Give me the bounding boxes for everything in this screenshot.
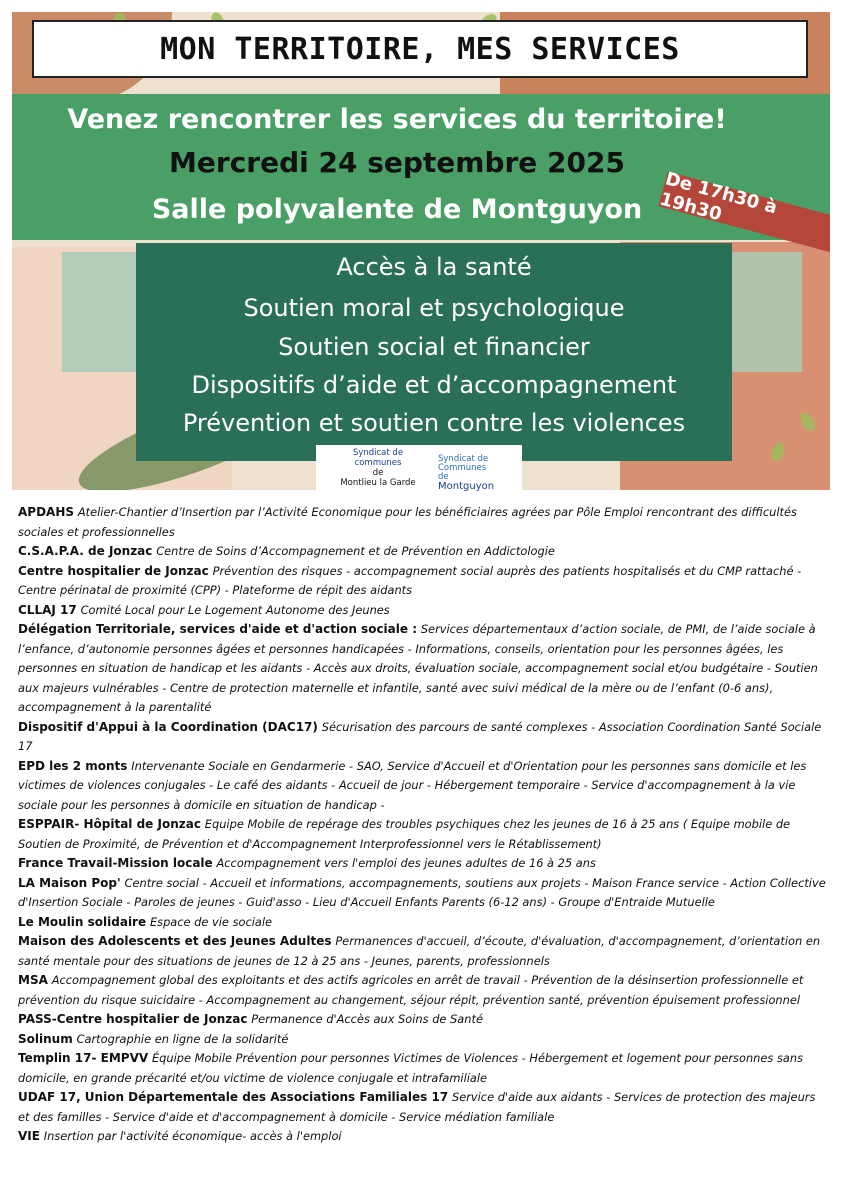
entry-name: France Travail-Mission locale [18,856,213,870]
entry-name: VIE [18,1129,40,1143]
entry-description: Atelier-Chantier d’Insertion par l’Activité Economique pour les bénéficiaires agrées par Pôle Emploi rencontrant des difficultés sociales et professionnelles [18,505,797,539]
entry-description: Services départementaux d’action sociale, de PMI, de l’aide sociale à l’enfance, d’autonomie personnes âgées et personnes handicapées - Informations, conseils, orientation pour les personnes âgées, les personnes en situation de handicap et les aidants - Accès aux droits, évaluation sociale, accompagnement social et/ou budgétaire - Soutien aux majeurs vulnérables - Centre de protection maternelle et infantile, santé avec suivi médical de la mère ou de l’enfant (0-6 ans), accompagnement à la parentalité [18,622,818,714]
directory-entry [18,1049,828,1088]
entry-description: Équipe Mobile Prévention pour personnes Victimes de Violences - Hébergement et logement pour personnes sans domicile, en grande précarité et/ou victime de violence conjugale et intrafamiliale [18,1051,804,1085]
entry-description: Comité Local pour Le Logement Autonome des Jeunes [80,602,390,617]
services-directory [18,503,828,1147]
header-banner [12,12,830,490]
directory-entry [18,718,828,757]
service-item: Soutien social et financier [278,333,590,361]
entry-description: Centre de Soins d’Accompagnement et de Prévention en Addictologie [156,544,555,558]
headline: Venez rencontrer les services du territoire! [67,104,727,135]
entry-name: Dispositif d'Appui à la Coordination (DAC17) [18,719,318,734]
directory-entry [18,601,828,621]
entry-name: UDAF 17, Union Départementale des Associations Familiales 17 [18,1090,449,1104]
entry-description: Permanences d'accueil, d’écoute, d'évaluation, d'accompagnement, d’orientation en santé mentale pour des situations de jeunes de 12 à 25 ans - Jeunes, parents, professionnels [18,934,821,968]
entry-name: PASS-Centre hospitalier de Jonzac [18,1012,248,1026]
directory-entry [18,620,828,718]
entry-name: Maison des Adolescents et des Jeunes Adultes [18,934,332,948]
entry-description: Accompagnement vers l'emploi des jeunes adultes de 16 à 25 ans [216,856,596,870]
entry-description: Cartographie en ligne de la solidarité [76,1031,289,1046]
entry-description: Service d'aide aux aidants - Services de protection des majeurs et des familles - Service d'aide et d'accompagnement à domicile - Service médiation familiale [18,1090,816,1124]
entry-description: Sécurisation des parcours de santé complexes - Association Coordination Santé Sociale 17 [18,719,822,753]
directory-entry [18,503,828,542]
directory-entry [18,757,828,816]
directory-entry [18,874,828,913]
entry-description: Equipe Mobile de repérage des troubles psychiques chez les jeunes de 16 à 25 ans ( Equipe mobile de Soutien de Proximité, de Prévention et d'Accompagnement Interprofessionnel vers le Rétablissement) [18,817,791,851]
directory-entry [18,1010,828,1030]
entry-name: Centre hospitalier de Jonzac [18,563,209,578]
directory-entry [18,1088,828,1127]
logo-text: Syndicat de [438,454,489,464]
entry-name: CLLAJ 17 [18,602,77,617]
directory-entry [18,913,828,933]
event-date: Mercredi 24 septembre 2025 [169,146,625,179]
entry-name: Délégation Territoriale, services d'aide et d'action sociale : [18,622,417,636]
entry-name: Solinum [18,1031,73,1046]
entry-name: Templin 17- EMPVV [18,1051,149,1065]
directory-entry [18,932,828,971]
service-item: Accès à la santé [336,253,532,281]
entry-name: Le Moulin solidaire [18,914,147,929]
logo-montguyon [438,455,518,491]
directory-entry [18,562,828,601]
entry-description: Accompagnement global des exploitants et des actifs agricoles en arrêt de travail - Prévention de la désinsertion professionnelle et prévention du risque suicidaire - Accompagnement au changement, séjour répit, prévention santé, prévention épuisement professionnel [18,973,804,1007]
logo-text: Syndicat de [352,448,404,458]
logo-text: Communes [438,463,487,473]
entry-name: EPD les 2 monts [18,758,128,773]
directory-entry [18,854,828,874]
entry-name: LA Maison Pop' [18,875,121,890]
service-item: Soutien moral et psychologique [243,294,625,322]
logo-montlieu [330,448,426,488]
directory-entry [18,1030,828,1050]
entry-name: APDAHS [18,505,75,519]
entry-name: MSA [18,973,48,987]
entry-description: Permanence d'Accès aux Soins de Santé [251,1012,483,1026]
services-box [136,243,732,461]
entry-description: Prévention des risques - accompagnement social auprès des patients hospitalisés et du CMP rattaché - Centre périnatal de proximité (CPP) - Plateforme de répit des aidants [18,563,802,597]
logo-text: de [438,472,449,482]
directory-entry [18,1127,828,1147]
service-item: Dispositifs d’aide et d’accompagnement [191,371,677,399]
entry-name: ESPPAIR- Hôpital de Jonzac [18,817,201,831]
entry-description: Centre social - Accueil et informations, accompagnements, soutiens aux projets - Maison France service - Action Collective d'Insertion Sociale - Paroles de jeunes - Guid'asso - Lieu d'Accueil Enfants Parents (6-12 ans) - Groupe d'Entraide Mutuelle [18,875,826,909]
partner-logos [316,445,522,495]
logo-text: de [372,468,384,478]
time-badge: De 17h30 à 19h30 [658,171,830,252]
logo-text: Montlieu la Garde [340,478,416,488]
directory-entry [18,542,828,562]
service-item: Prévention et soutien contre les violences [182,409,686,437]
directory-entry [18,815,828,854]
page-title: MON TERRITOIRE, MES SERVICES [32,20,808,78]
directory-entry [18,971,828,1010]
entry-description: Insertion par l'activité économique- accès à l'emploi [43,1129,342,1143]
entry-description: Intervenante Sociale en Gendarmerie - SAO, Service d'Accueil et d'Orientation pour les personnes sans domicile et les victimes de violences conjugales - Le café des aidants - Accueil de jour - Hébergement temporaire - Service d'accompagnement à la vie sociale pour les personnes à domicile en situation de handicap - [18,758,807,812]
logo-text: Montguyon [438,481,495,492]
event-venue: Salle polyvalente de Montguyon [151,194,643,225]
entry-name: C.S.A.P.A. de Jonzac [18,544,153,558]
logo-text: communes [354,458,402,468]
entry-description: Espace de vie sociale [149,914,273,929]
